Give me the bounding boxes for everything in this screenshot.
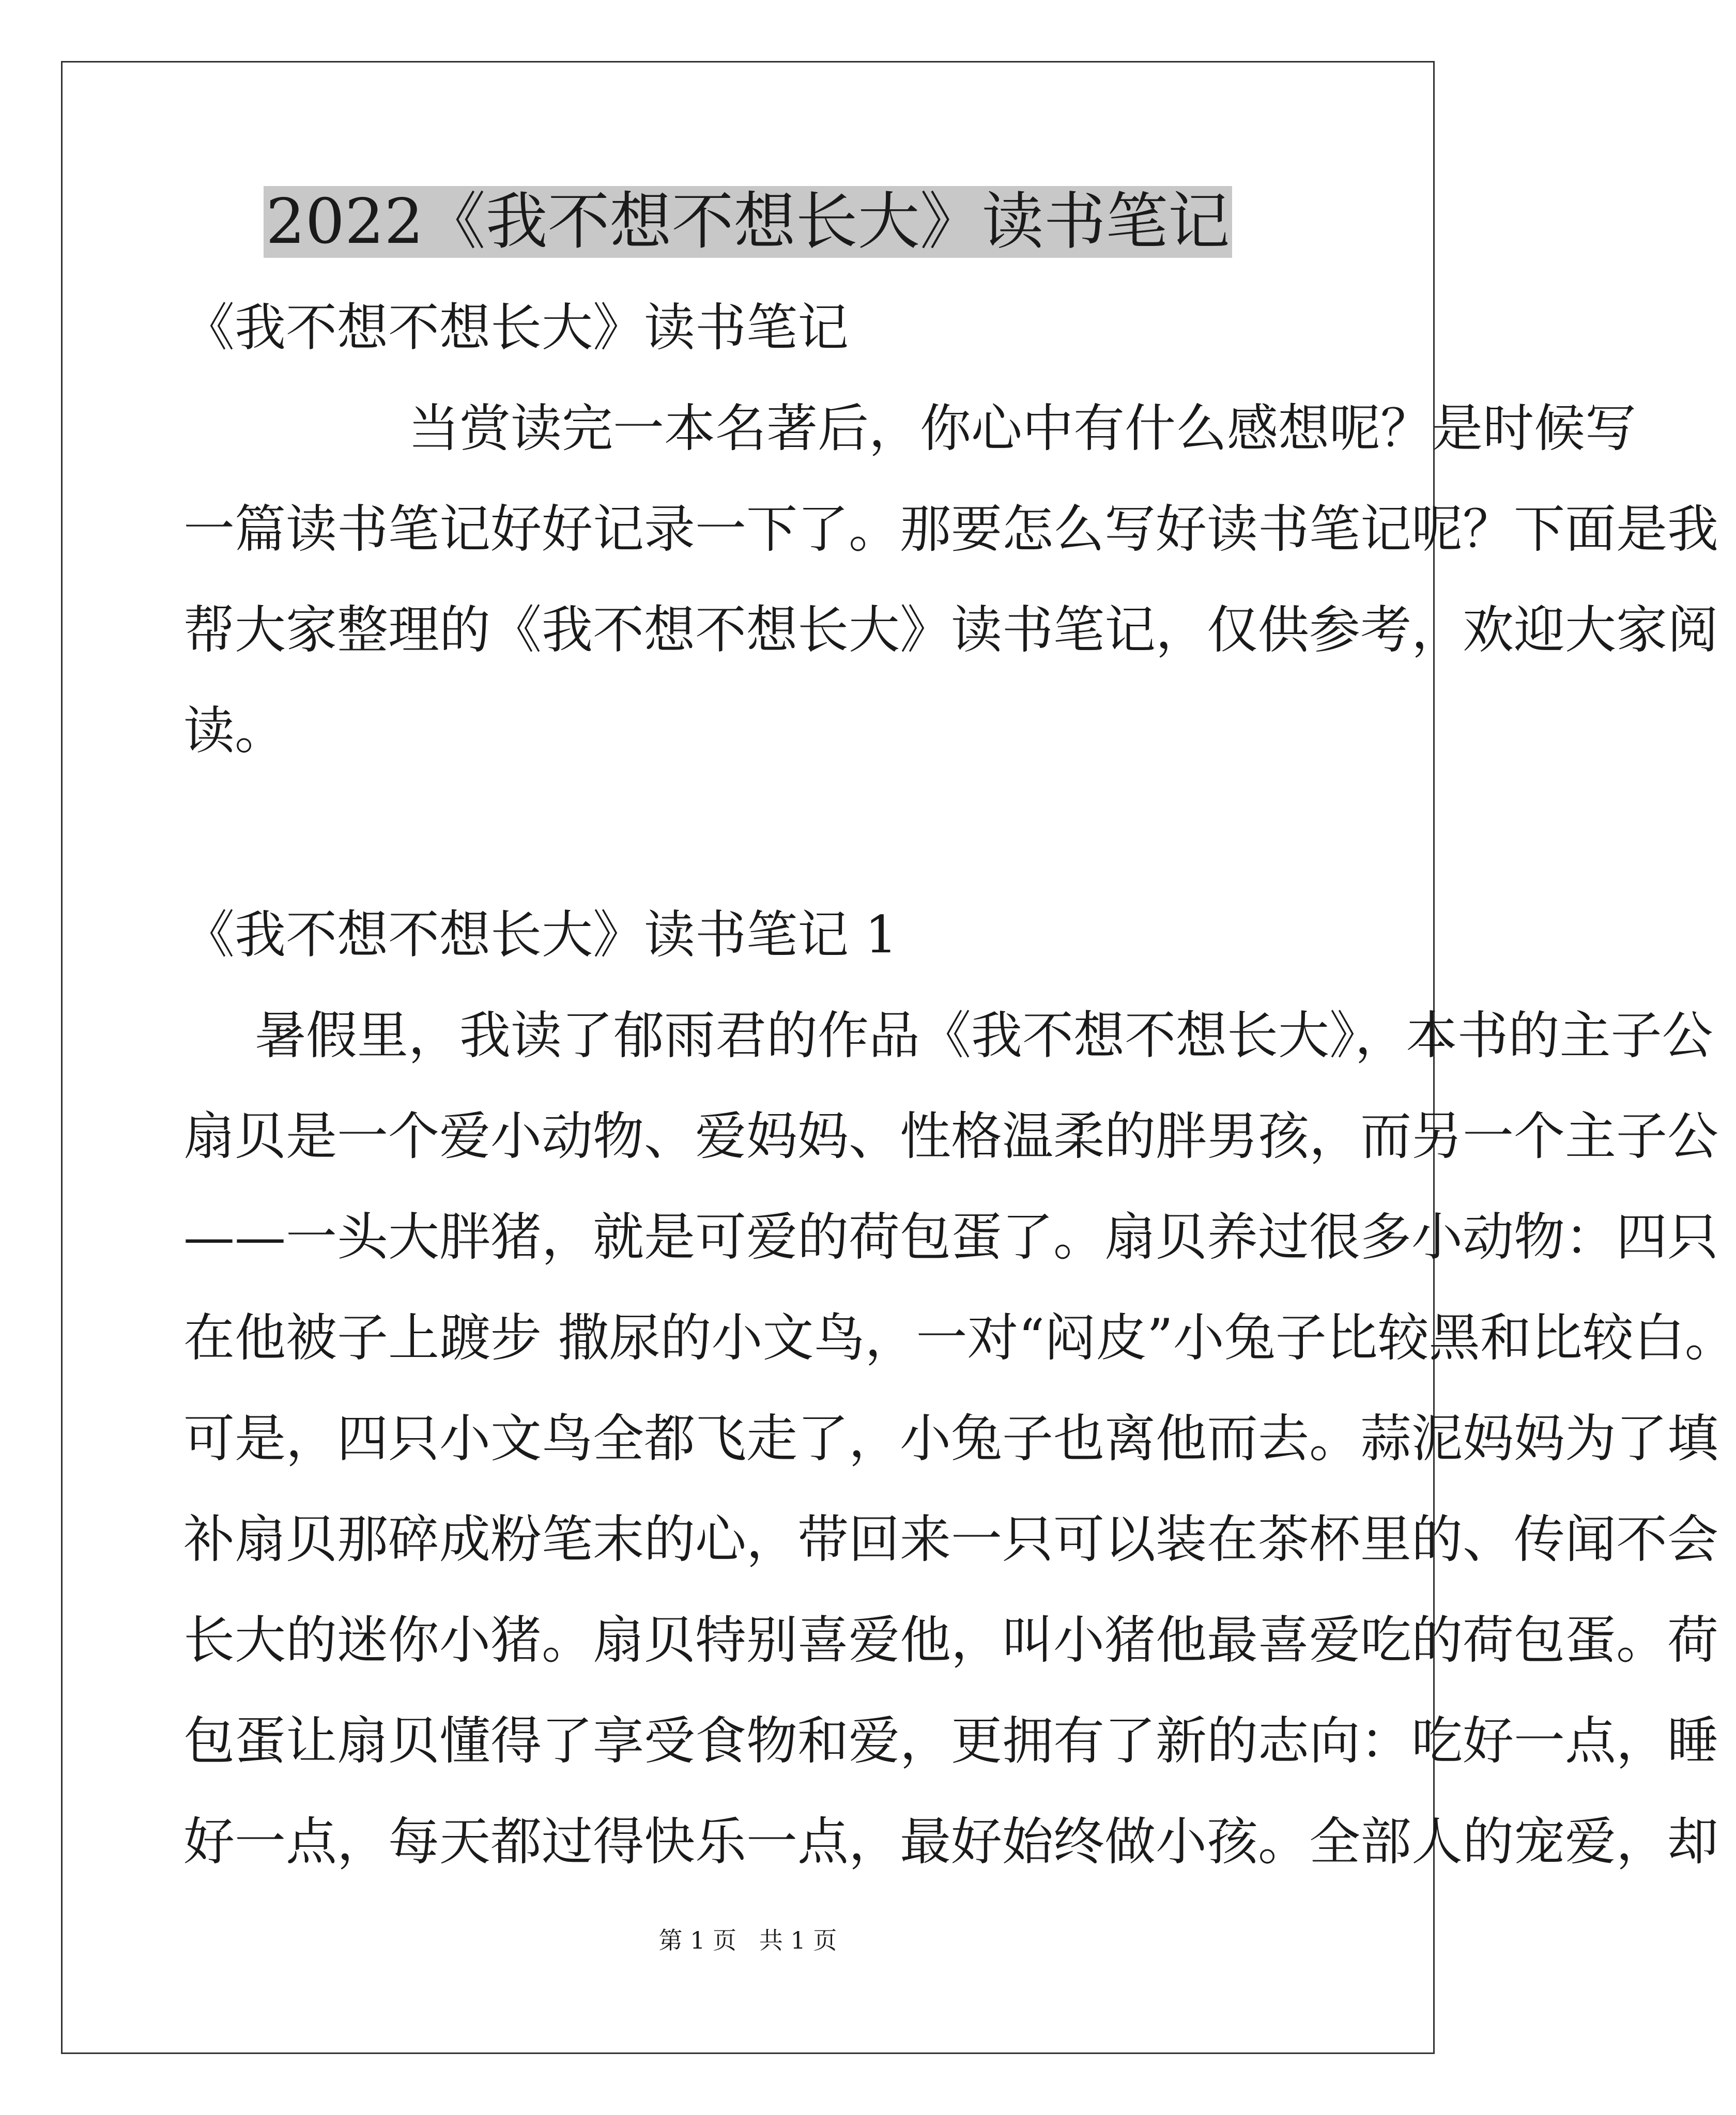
- document-title: [0, 181, 1496, 264]
- body-line: 长大的迷你小猪。扇贝特别喜爱他，叫小猪他最喜爱吃的荷包蛋。荷: [183, 1611, 1718, 1670]
- body-line: 补扇贝那碎成粉笔末的心，带回来一只可以装在茶杯里的、传闻不会: [183, 1510, 1718, 1569]
- intro-line: 读。: [183, 701, 286, 761]
- body-line: 好一点，每天都过得快乐一点，最好始终做小孩。全部人的宠爱，却: [183, 1812, 1718, 1872]
- body-line: 可是，四只小文鸟全都飞走了，小兔子也离他而去。蒜泥妈妈为了填: [183, 1409, 1718, 1469]
- intro-line: 一篇读书笔记好好记录一下了。那要怎么写好读书笔记呢？下面是我: [183, 500, 1718, 559]
- intro-line: 当赏读完一本名著后，你心中有什么感想呢？是时候写: [408, 399, 1636, 458]
- document-subtitle: 《我不想不想长大》读书笔记: [183, 298, 849, 358]
- body-line: 扇贝是一个爱小动物、爱妈妈、性格温柔的胖男孩，而另一个主子公: [183, 1107, 1718, 1166]
- body-line: 包蛋让扇贝懂得了享受食物和爱，更拥有了新的志向：吃好一点，睡: [183, 1711, 1718, 1771]
- body-line: 在他被子上踱步 撒尿的小文鸟，一对“闷皮”小兔子比较黑和比较白。: [183, 1308, 1736, 1368]
- page-footer: 第 1 页 共 1 页: [658, 1926, 837, 1954]
- intro-line: 帮大家整理的《我不想不想长大》读书笔记，仅供参考，欢迎大家阅: [183, 600, 1718, 660]
- body-line: 暑假里，我读了郁雨君的作品《我不想不想长大》，本书的主子公: [255, 1006, 1713, 1066]
- document-title-text: 2022《我不想不想长大》读书笔记: [264, 186, 1232, 258]
- body-line: ——一头大胖猪，就是可爱的荷包蛋了。扇贝养过很多小动物：四只: [183, 1208, 1718, 1267]
- section-heading: 《我不想不想长大》读书笔记 1: [183, 905, 898, 965]
